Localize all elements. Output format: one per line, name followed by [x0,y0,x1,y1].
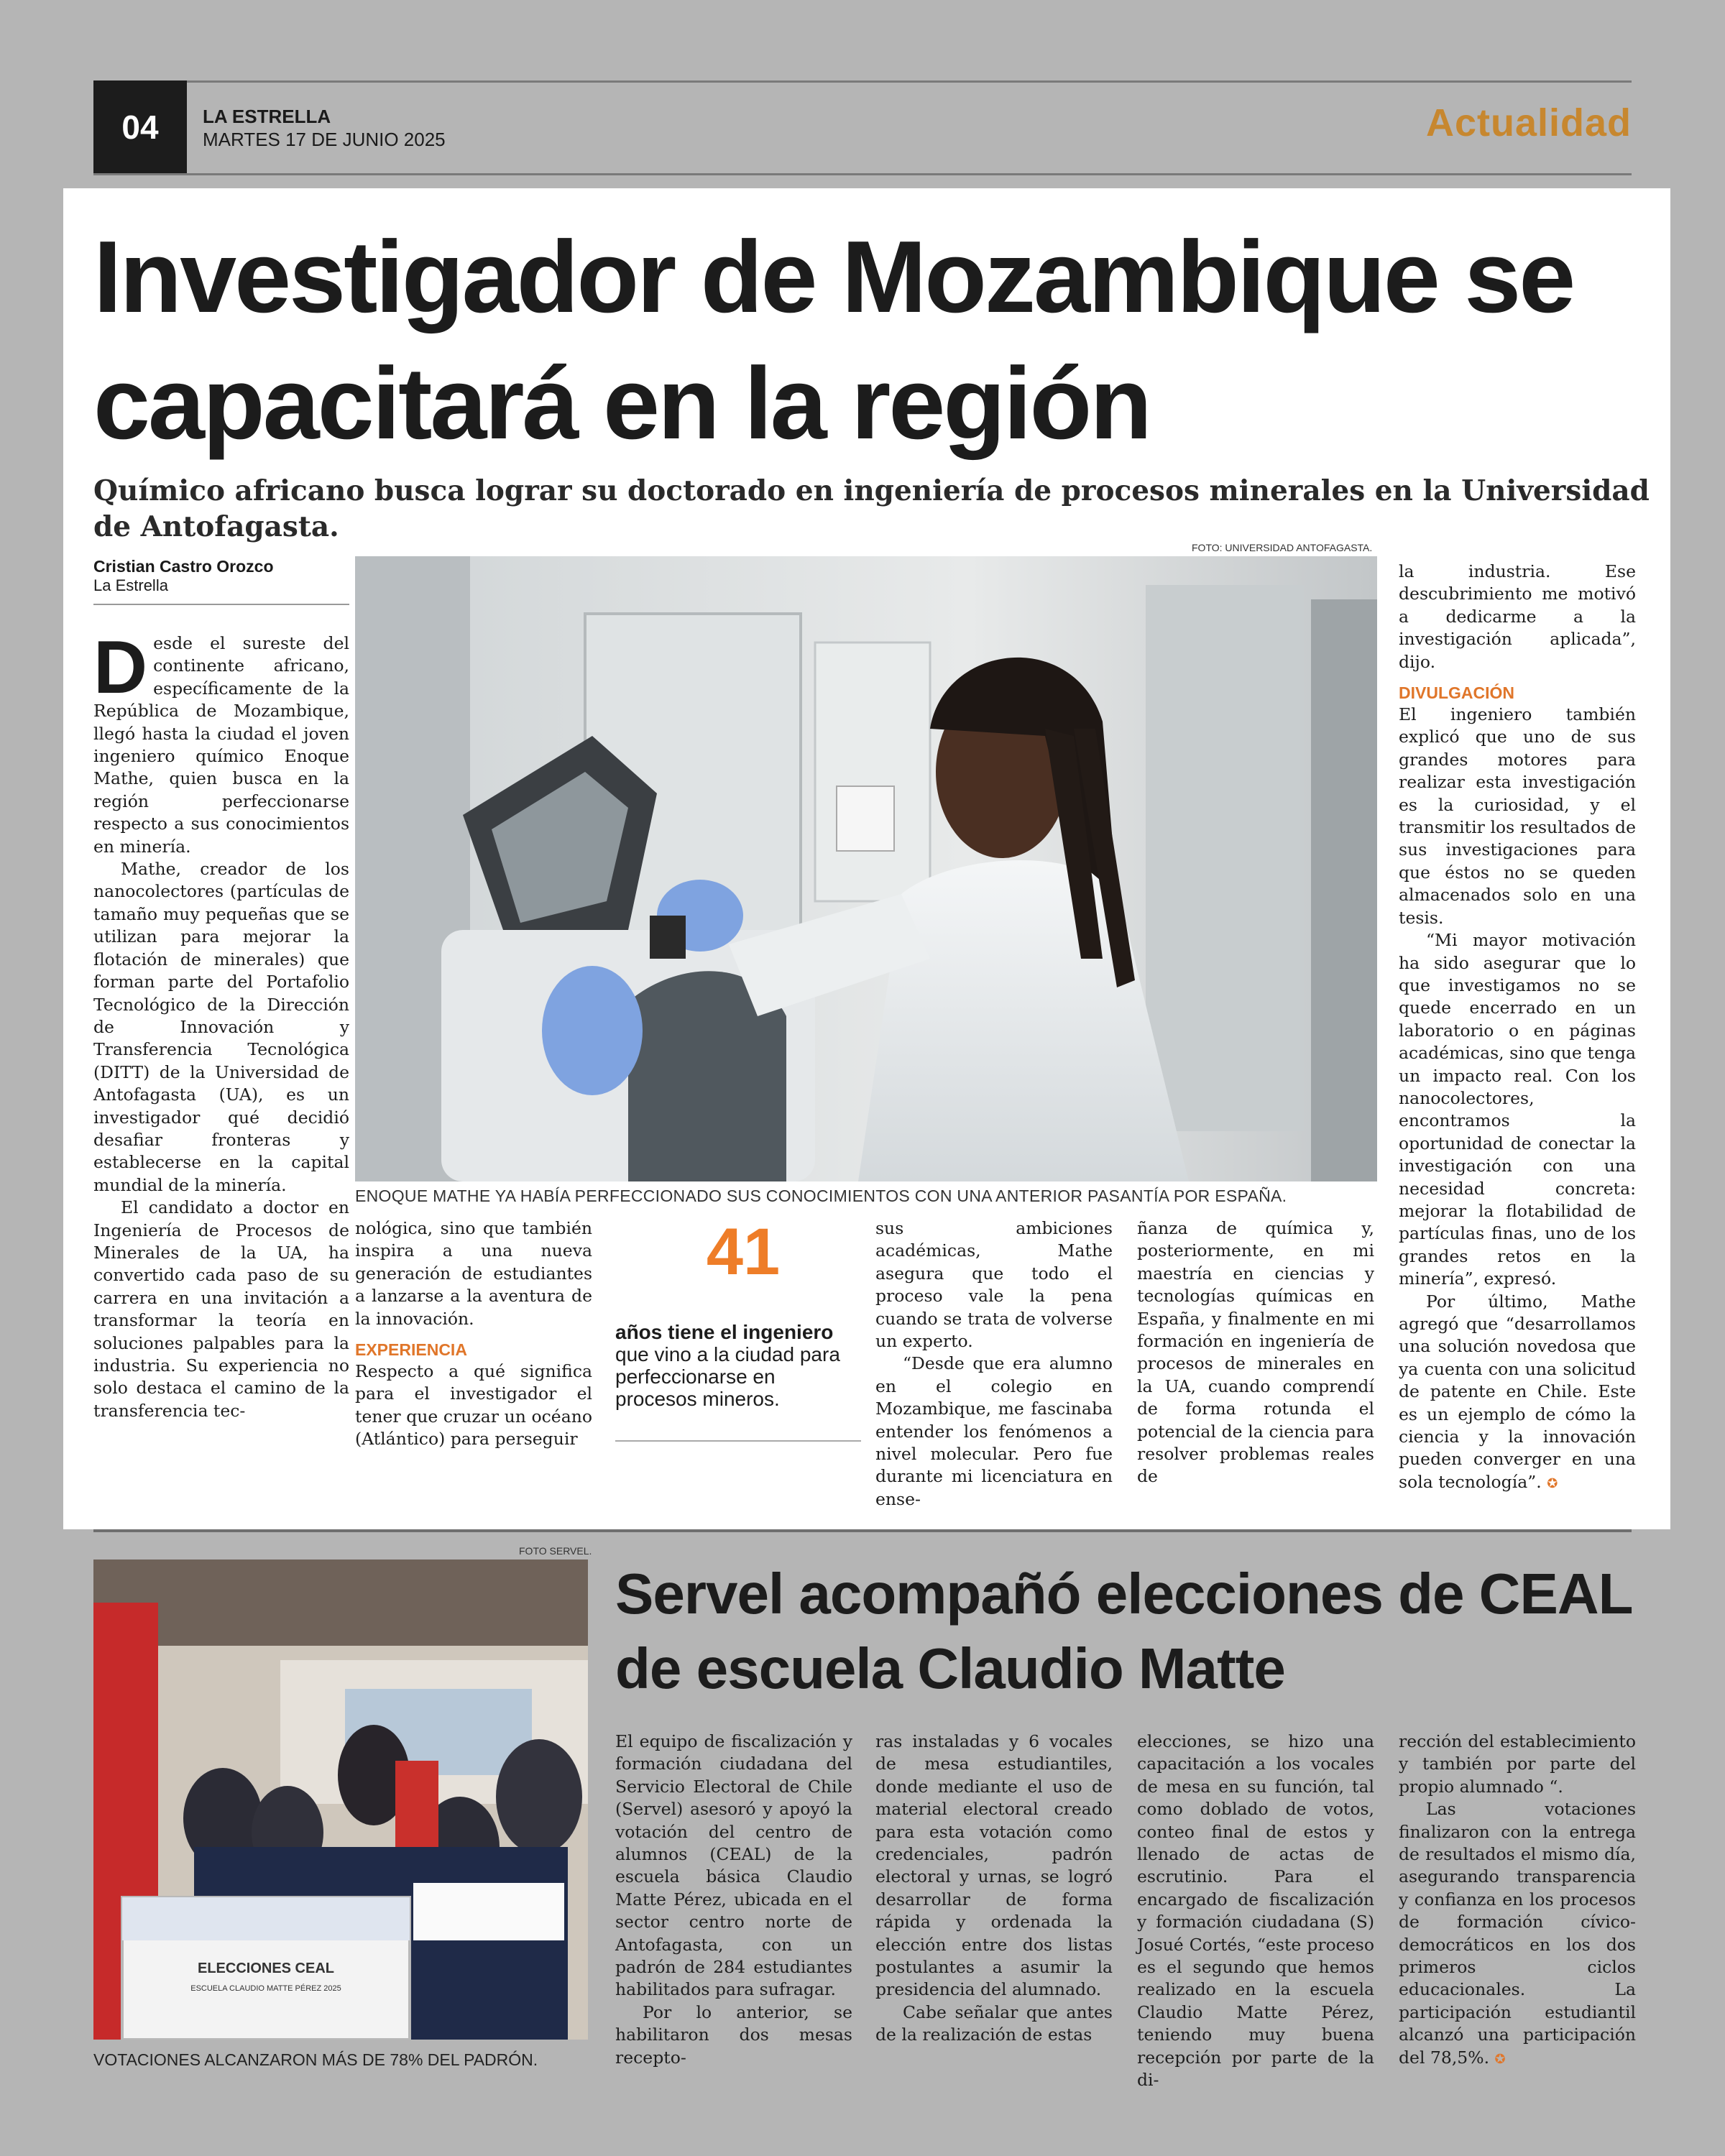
article-paragraph: Respecto a qué significa para el investigador el tener que cruzar un océano (Atlántico) para perseguir [355,1361,592,1450]
subhead-experiencia: EXPERIENCIA [355,1340,467,1360]
header-bottom-rule [93,173,1632,175]
end-of-article-icon: ✪ [1547,1475,1558,1491]
author-outlet: La Estrella [93,576,168,594]
article-paragraph: sus ambiciones académicas, Mathe asegura que todo el proceso vale la pena cuando se trata de volverse un experto. [875,1218,1113,1352]
issue-date: MARTES 17 DE JUNIO 2025 [203,129,446,150]
article-mozambique-researcher [63,188,1670,1529]
article-paragraph: “Mi mayor motivación ha sido asegurar que lo que investigamos no se quede encerrado en un laboratorio o en páginas académicas, sino que tenga un impacto real. Con los nanocolectores, encontramos la oportunidad de conectar la investigación con una necesidad concreta: mejorar la flotabilidad de partículas finas, uno de los grandes retos en la minería”, expresó. [1399,930,1636,1289]
photo-caption: ENOQUE MATHE YA HABÍA PERFECCIONADO SUS CONOCIMIENTOS CON UNA ANTERIOR PASANTÍA POR ESPAÑA. [355,1187,1287,1205]
article-column-1 [93,626,349,1422]
article-subheadline: Químico africano busca lograr su doctorado en ingeniería de procesos minerales en la Universidad de Antofagasta. [93,474,1650,543]
article-column-6 [1399,561,1636,1495]
article-headline: Investigador de Mozambique se capacitará en la región [93,220,1574,461]
lab-photo-illustration [355,556,1377,1181]
end-of-article-icon: ✪ [1494,2051,1506,2067]
photo-credit: FOTO SERVEL. [519,1545,592,1557]
article-paragraph: la industria. Ese descubrimiento me motivó a dedicarme a la investigación aplicada”, dijo. [1399,561,1636,672]
paper-name: LA ESTRELLA [203,106,331,127]
byline-rule [93,604,349,605]
article-paragraph: ñanza de química y, posteriormente, en mi maestría en ciencias y tecnologías químicas en España, y finalmente en mi formación en ingeniería de procesos de minerales en la UA, cuando comprendí de forma rotunda el potencial de la ciencia para resolver problemas reales de [1137,1218,1374,1487]
article-paragraph: ras instaladas y 6 vocales de mesa estudiantiles, donde mediante el uso de material electoral creado para esta votación como credenciales, padrón electoral y urnas, se logró desarrollar de forma rápida y ordenada la elección entre dos listas postulantes a asumir la presidencia del alumnado. [875,1731,1113,2000]
article-column-4 [875,1217,1113,1511]
ballot-box-sublabel: ESCUELA CLAUDIO MATTE PÉREZ 2025 [190,1984,341,1993]
stat-bold: años tiene el ingeniero [615,1321,834,1343]
article2-column-2 [875,1731,1113,2047]
stat-rule [615,1440,861,1442]
article-paragraph: Mathe, creador de los nanocolectores (partículas de tamaño muy pequeñas que se utilizan para mejorar la flotación de minerales) que forman parte del Portafolio Tecnológico de la Dirección de Innovación y Transferencia Tecnológica (DITT) de la Universidad de Antofagasta (UA), es un investigador qué decidió desafiar fronteras y establecerse en la capital mundial de la minería. [93,859,349,1195]
article2-column-4 [1399,1731,1636,2070]
ballot-box-label: ELECCIONES CEAL [197,1961,335,1976]
article-paragraph: Las votaciones finalizaron con la entrega de resultados el mismo día, asegurando transparencia y confianza en los procesos de formación cívico-democráticos en los dos primeros ciclos educacionales. La participación estudiantil alcanzó una participación del 78,5%. ✪ [1399,1799,1636,2068]
byline [93,556,349,595]
article-paragraph: elecciones, se hizo una capacitación a los vocales de mesa en su función, tal como doblado de votos, conteo final de estos y llenado de actas de escrutinio. Para el encargado de fiscalización y formación ciudadana (S) Josué Cortés, “este proceso es el segundo que hemos realizado en la escuela Claudio Matte Pérez, teniendo muy buena recepción por parte de la di- [1137,1731,1374,2091]
election-photo-illustration [93,1560,588,2040]
article-paragraph: El candidato a doctor en Ingeniería de Procesos de Minerales de la UA, ha convertido cada paso de su carrera en una invitación a transformar la teoría en soluciones palpables para la industria. Su experiencia no solo destaca el camino de la transferencia tec- [93,1197,349,1421]
article-column-5 [1137,1217,1374,1488]
article2-column-3 [1137,1731,1374,2092]
election-photo [93,1560,588,2040]
article-headline: Servel acompañó elecciones de CEAL de escuela Claudio Matte [615,1562,1632,1700]
article-paragraph: Cabe señalar que antes de la realización de estas [875,2001,1113,2045]
subhead-divulgacion: DIVULGACIÓN [1399,683,1514,703]
stat-text: que vino a la ciudad para perfeccionarse en procesos mineros. [615,1343,840,1410]
drop-cap: D [93,626,148,709]
article-paragraph: El ingeniero también explicó que uno de sus grandes motores para realizar esta investigación es la curiosidad, y el transmitir los resultados de sus investigaciones para que éstos no se queden almacenados solo en una tesis. [1399,704,1636,928]
article-paragraph: Por último, Mathe agregó que “desarrollamos una solución novedosa que ya cuenta con una solicitud de patente en Chile. Este es un ejemplo de cómo la ciencia y la innovación pueden converger en una sola tecnología”. ✪ [1399,1291,1636,1492]
article-column-2 [355,1217,592,1451]
photo-caption: VOTACIONES ALCANZARON MÁS DE 78% DEL PADRÓN. [93,2050,538,2069]
article2-column-1 [615,1731,852,2069]
article-paragraph: Desde el sureste del continente africano, específicamente de la República de Mozambique, llegó hasta la ciudad el joven ingeniero químico Enoque Mathe, quien busca en la región perfeccionarse respecto a sus conocimientos en minería. [93,626,349,857]
section-divider [93,1529,1632,1532]
header-top-rule [93,80,1632,83]
article-paragraph: El equipo de fiscalización y formación ciudadana del Servicio Electoral de Chile (Servel) asesoró y apoyó la votación del centro de alumnos (CEAL) de la escuela básica Claudio Matte Pérez, ubicada en el sector centro norte de Antofagasta, con un padrón de 284 estudiantes habilitados para sufragar. [615,1731,852,2000]
lab-photo [355,556,1377,1181]
author-name: Cristian Castro Orozco [93,557,274,576]
article-paragraph: nológica, sino que también inspira a una nueva generación de estudiantes a lanzarse a la aventura de la innovación. [355,1218,592,1329]
article-paragraph: rección del establecimiento y también por parte del propio alumnado “. [1399,1731,1636,1797]
stat-description [615,1321,861,1410]
article-paragraph: Por lo anterior, se habilitaron dos mesas recepto- [615,2001,852,2068]
section-name: Actualidad [1425,101,1632,144]
photo-credit: FOTO: UNIVERSIDAD ANTOFAGASTA. [1192,542,1373,553]
page-number: 04 [93,80,187,174]
stat-number: 41 [706,1215,781,1289]
article-paragraph: “Desde que era alumno en el colegio en Mozambique, me fascinaba entender los fenómenos a nivel molecular. Pero fue durante mi licenciatura en ense- [875,1353,1113,1509]
